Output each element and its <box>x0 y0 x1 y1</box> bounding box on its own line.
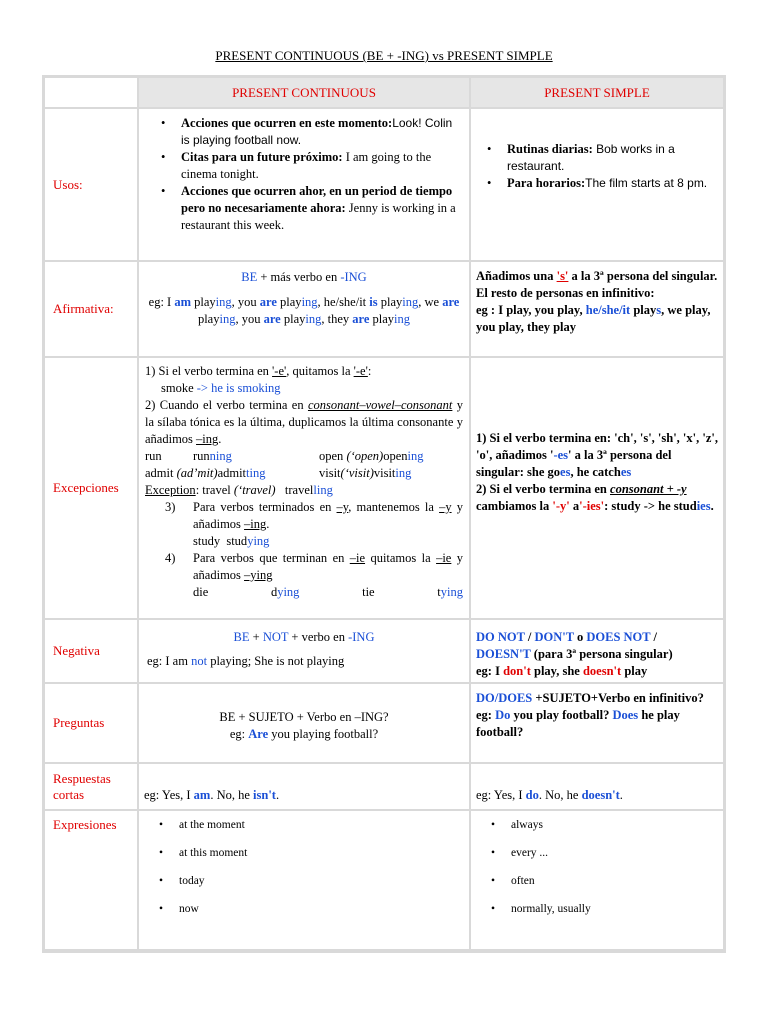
example-run-open: run running open (‘open) open ing <box>145 449 424 463</box>
usos-present-continuous <box>139 109 469 260</box>
afirmativa-present-continuous <box>139 262 469 356</box>
expresiones-present-simple <box>471 811 723 949</box>
header-present-simple: PRESENT SIMPLE <box>471 78 723 107</box>
list-item: • every ... <box>481 845 717 862</box>
list-item: • normally, usually <box>481 901 717 918</box>
list-item: • at the moment <box>149 817 461 834</box>
list-item: • today <box>149 873 461 890</box>
expresiones-present-continuous <box>139 811 469 949</box>
comparison-table <box>42 75 726 953</box>
row-label-expresiones: Expresiones <box>45 811 137 949</box>
row-label-preguntas: Preguntas <box>45 684 137 762</box>
example-admit-visit: admit (ad’mit)admitting visit (‘visit) visit ing <box>145 466 412 480</box>
row-label-excepciones: Excepciones <box>45 358 137 618</box>
list-item: • Para horarios:The film starts at 8 pm. <box>477 175 717 192</box>
list-item: • Acciones que ocurren en este momento:Look! Colin is playing football now. <box>151 115 461 149</box>
usos-present-simple <box>471 109 723 260</box>
list-item: • now <box>149 901 461 918</box>
negativa-present-continuous <box>139 620 469 682</box>
list-item: • Citas para un future próximo: I am going to the cinema tonight. <box>151 149 461 183</box>
respuestas-present-continuous: eg: Yes, I am. No, he isn't. <box>139 764 469 809</box>
header-present-continuous: PRESENT CONTINUOUS <box>139 78 469 107</box>
list-item: • always <box>481 817 717 834</box>
excepciones-present-simple: 1) Si el verbo termina en: 'ch', 's', 'sh', 'x', 'z', 'o', añadimos '-es' a la 3ª persona del singular: she goes, he catches 2) Si el verbo termina en consonant + -y cambiamos la '-y' a'-ies': study -> he studies. <box>471 358 723 618</box>
exception-rule-2: 2) Cuando el verbo termina en consonant–vowel–consonant y la sílaba tónica es la última, duplicamos la última consonante y añadimos –ing. <box>145 398 464 446</box>
negativa-example: eg: I am not playing; She is not playing <box>147 654 345 668</box>
exception-rule-1: 1) Si el verbo termina en '-e', quitamos la '-e': smoke -> he is smoking <box>145 364 372 395</box>
excepciones-present-continuous <box>139 358 469 618</box>
afirmativa-present-simple: Añadimos una 's' a la 3ª persona del singular. El resto de personas en infinitivo: eg : I play, you play, he/she/it plays, we play, you play, they play <box>471 262 723 356</box>
row-label-respuestas-cortas: Respuestas cortas <box>45 764 137 809</box>
list-item: • Acciones que ocurren ahor, en un period de tiempo pero no necesariamente ahora: Jenny is working in a restaurant this week. <box>151 183 461 234</box>
row-label-usos: Usos: <box>45 109 137 260</box>
list-item: • Rutinas diarias: Bob works in a restaurant. <box>477 141 717 175</box>
row-label-negativa: Negativa <box>45 620 137 682</box>
example-travel: Exception: travel (‘travel) travelling <box>145 483 333 497</box>
negativa-present-simple: DO NOT / DON'T o DOES NOT / DOESN'T (para 3ª persona singular) eg: I don't play, she doesn't play <box>471 620 723 682</box>
afirmativa-example: eg: I am playing, you are playing, he/she/it is playing, we are playing, you are playing, they are playing <box>148 295 460 326</box>
list-item: • at this moment <box>149 845 461 862</box>
list-item: • often <box>481 873 717 890</box>
exception-rule-4: 4) Para verbos que terminan en –ie quitamos la –ie y añadimos –ying die dying tie tying <box>165 551 463 599</box>
preguntas-example: eg: Are you playing football? <box>229 727 379 741</box>
page-title: PRESENT CONTINUOUS (BE + -ING) vs PRESENT SIMPLE <box>215 48 553 63</box>
exception-rule-3: 3) Para verbos terminados en –y, mantenemos la –y y añadimos –ing. study studying <box>165 500 463 548</box>
afirmativa-formula: BE + más verbo en -ING <box>241 270 367 284</box>
header-corner-cell <box>45 78 137 107</box>
respuestas-present-simple: eg: Yes, I do. No, he doesn't. <box>471 764 723 809</box>
preguntas-formula: BE + SUJETO + Verbo en –ING? <box>219 710 389 724</box>
preguntas-present-simple: DO/DOES +SUJETO+Verbo en infinitivo? eg: Do you play football? Does he play football? <box>471 684 723 762</box>
negativa-formula: BE + NOT + verbo en -ING <box>233 630 375 644</box>
preguntas-present-continuous <box>139 684 469 762</box>
row-label-afirmativa: Afirmativa: <box>45 262 137 356</box>
